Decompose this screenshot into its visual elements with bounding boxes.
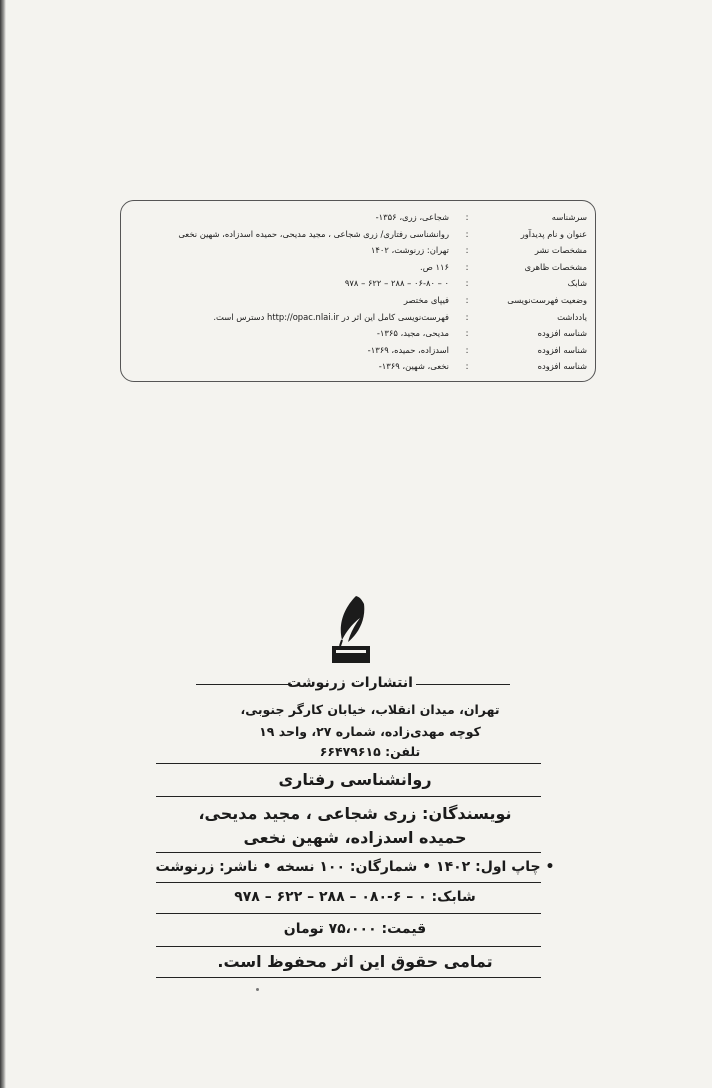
cataloging-box (120, 200, 596, 382)
catalog-row (121, 276, 595, 290)
catalog-value: ۰ – ۰۶-۸۰ – ۲۸۸ – ۶۲۲ – ۹۷۸ (344, 278, 449, 289)
divider (156, 882, 541, 883)
catalog-label: شناسه افزوده (537, 344, 587, 355)
catalog-label: وضعیت فهرست‌نویسی (507, 295, 587, 305)
address-line-1: تهران، میدان انقلاب، خیابان کارگر جنوبی، (240, 702, 500, 717)
catalog-row (121, 293, 595, 307)
catalog-row (121, 326, 595, 340)
speck (256, 988, 259, 991)
catalog-colon: : (465, 261, 469, 272)
catalog-row (121, 210, 595, 224)
catalog-value: تهران: زرنوشت، ۱۴۰۲ (370, 245, 449, 256)
catalog-label: شابک (567, 278, 587, 289)
catalog-row (121, 343, 595, 357)
copyright-notice: تمامی حقوق این اثر محفوظ است. (217, 952, 493, 971)
divider (156, 946, 541, 947)
catalog-value: شجاعی، زری، ۱۳۵۶- (375, 212, 449, 222)
publisher-rule-right (416, 684, 510, 685)
catalog-value: روانشناسی رفتاری/ زری شجاعی ، مجید مدیحی، حمیده اسدزاده، شهین نخعی (178, 228, 449, 239)
divider (156, 796, 541, 797)
phone: تلفن: ۶۶۴۷۹۶۱۵ (319, 744, 421, 759)
catalog-label: یادداشت (557, 311, 587, 322)
catalog-row (121, 243, 595, 257)
catalog-label: شناسه افزوده (537, 361, 587, 372)
catalog-value: اسدزاده، حمیده، ۱۳۶۹- (367, 344, 449, 355)
catalog-value: فهرست‌نویسی کامل این اثر در http://opac.nlai.ir دسترس است. (213, 311, 449, 322)
catalog-value: مدیحی، مجید، ۱۳۶۵- (376, 328, 449, 339)
edition-info: • چاپ اول: ۱۴۰۲ • شمارگان: ۱۰۰ نسخه • ناشر: زرنوشت (155, 859, 555, 875)
divider (156, 852, 541, 853)
catalog-row (121, 227, 595, 241)
catalog-colon: : (465, 344, 469, 355)
catalog-label: مشخصات ظاهری (524, 261, 587, 272)
catalog-row (121, 260, 595, 274)
divider (156, 763, 541, 764)
catalog-colon: : (465, 212, 469, 222)
catalog-row (121, 359, 595, 373)
catalog-row (121, 310, 595, 324)
catalog-colon: : (465, 278, 469, 289)
catalog-colon: : (465, 245, 469, 256)
catalog-value: فیپای مختصر (403, 295, 449, 305)
catalog-colon: : (465, 311, 469, 322)
catalog-label: شناسه افزوده (537, 328, 587, 339)
catalog-value: نخعی، شهین، ۱۳۶۹- (378, 361, 449, 372)
book-title: روانشناسی رفتاری (278, 770, 432, 789)
catalog-colon: : (465, 295, 469, 305)
catalog-value: ۱۱۶ ص. (420, 261, 449, 272)
page-binding-edge (0, 0, 6, 1088)
authors-line-2: حمیده اسدزاده، شهین نخعی (243, 828, 467, 847)
catalog-label: سرشناسه (551, 212, 587, 222)
catalog-colon: : (465, 228, 469, 239)
catalog-label: مشخصات نشر (534, 245, 587, 256)
authors-line-1: نویسندگان: زری شجاعی ، مجید مدیحی، (198, 804, 512, 823)
catalog-label: عنوان و نام پدیدآور (520, 228, 587, 239)
publisher-name: انتشارات زرنوشت (287, 675, 413, 691)
divider (156, 913, 541, 914)
catalog-colon: : (465, 361, 469, 372)
address-line-2: کوچه مهدی‌زاده، شماره ۲۷، واحد ۱۹ (259, 724, 481, 739)
publisher-logo-icon (326, 594, 376, 666)
catalog-colon: : (465, 328, 469, 339)
isbn: شابک: ۰ – ۶-۰۸۰ – ۲۸۸ – ۶۲۲ – ۹۷۸ (234, 889, 476, 905)
divider (156, 977, 541, 978)
price: قیمت: ۷۵،۰۰۰ تومان (283, 921, 427, 937)
